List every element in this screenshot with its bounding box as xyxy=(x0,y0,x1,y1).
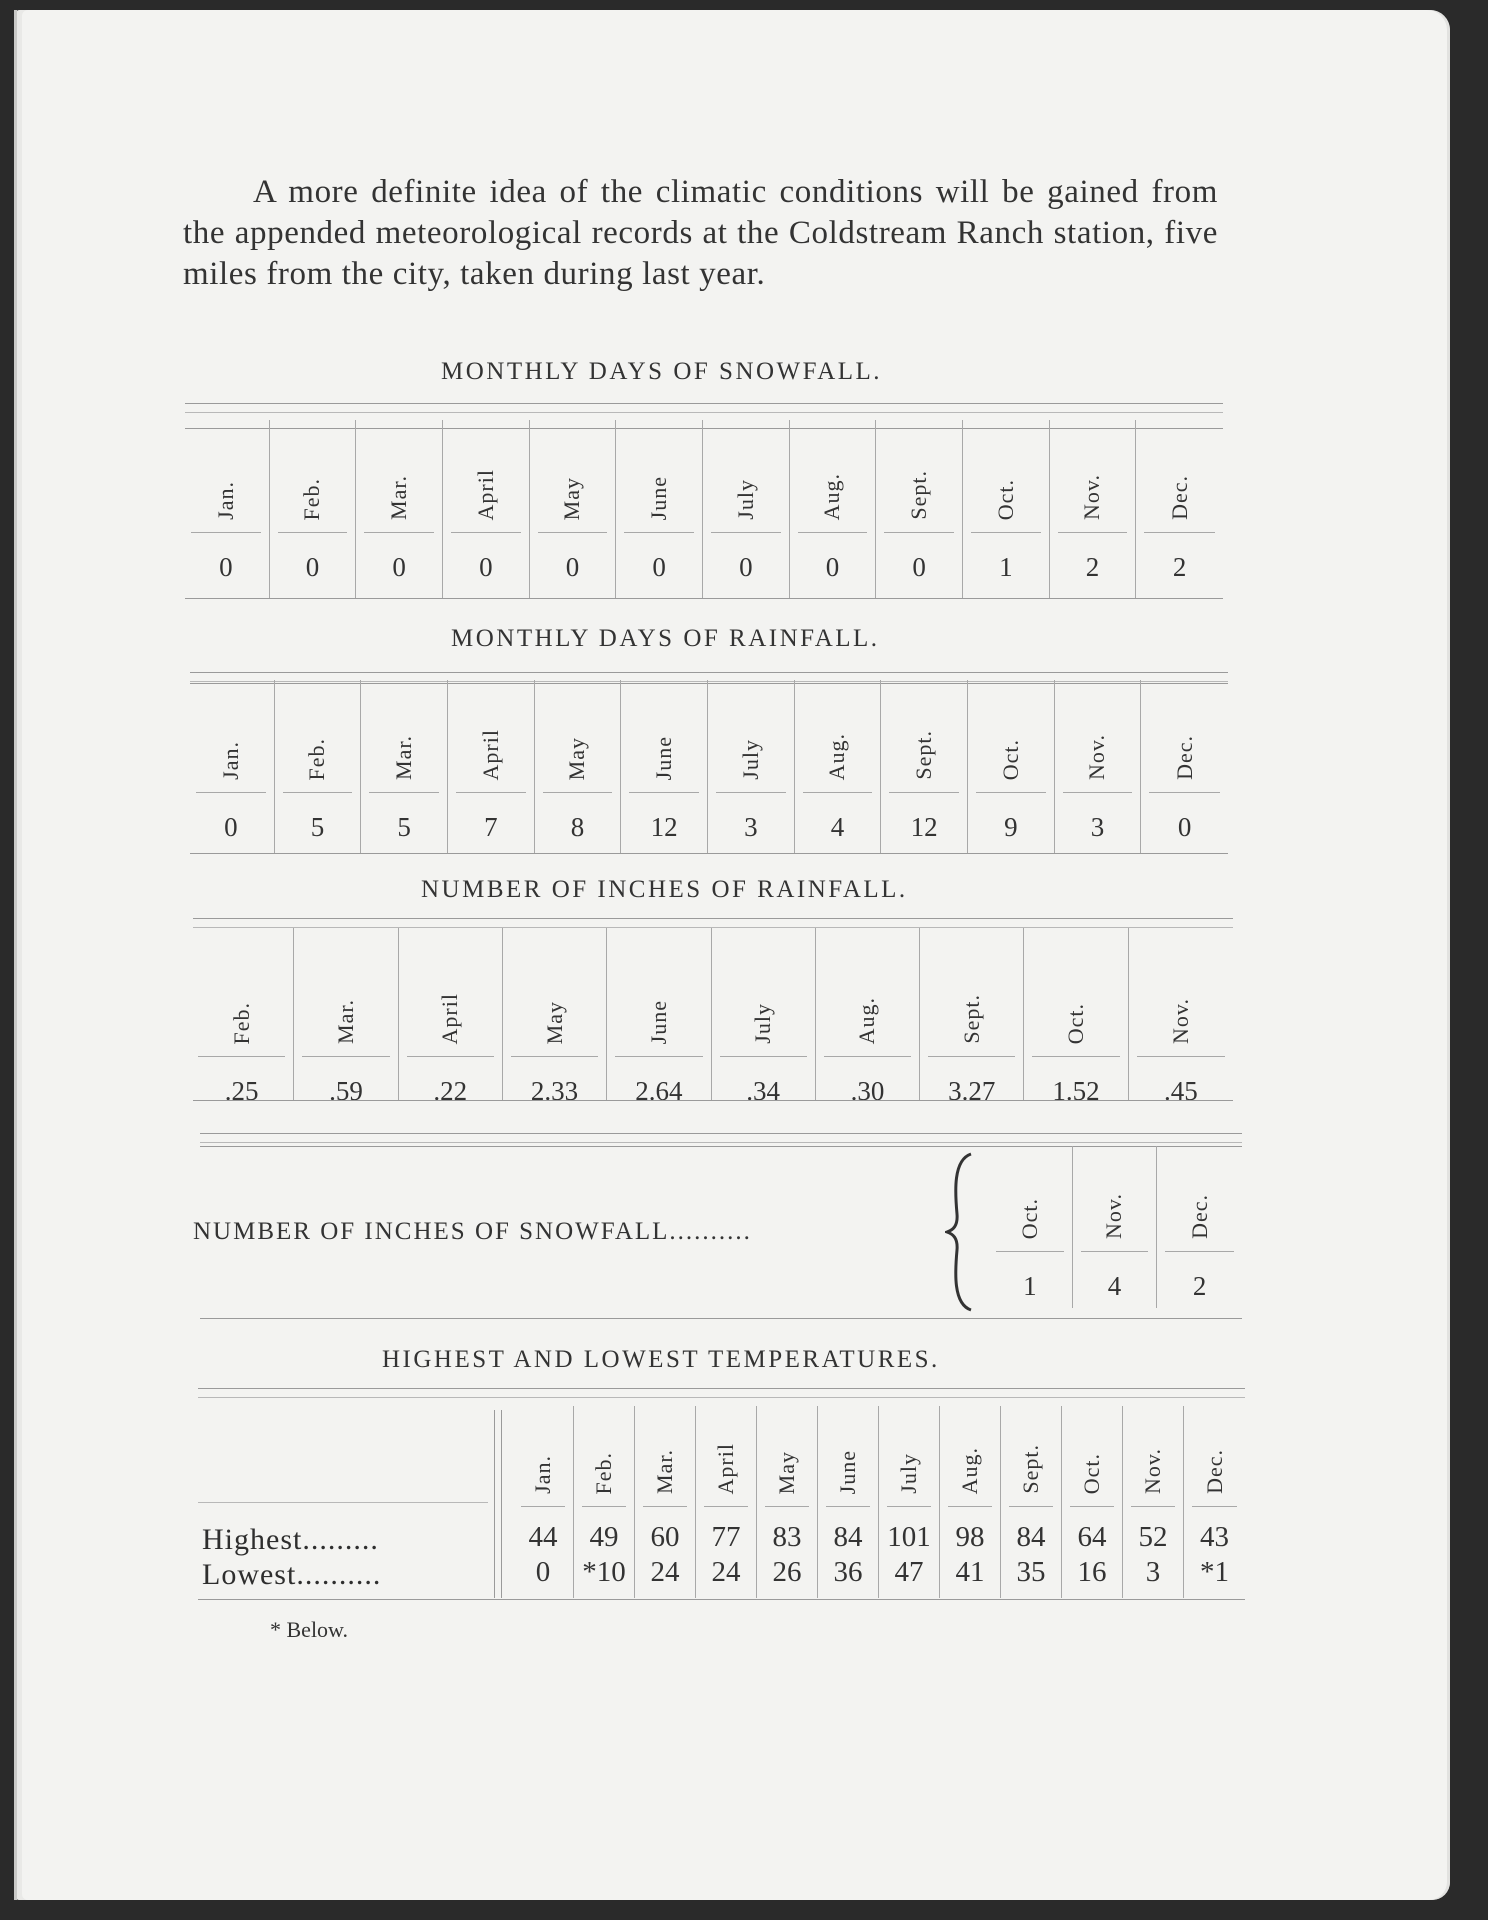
lowest-value: 16 xyxy=(1077,1556,1107,1588)
month-column xyxy=(816,928,920,1106)
month-label: Feb. xyxy=(299,477,325,520)
month-column xyxy=(356,420,443,598)
month-label: Sept. xyxy=(1018,1444,1043,1494)
cell-divider xyxy=(1032,1056,1119,1057)
highest-value: 84 xyxy=(1016,1521,1046,1553)
cell-divider xyxy=(884,532,954,533)
lowest-value: *1 xyxy=(1200,1556,1229,1588)
month-label: Mar. xyxy=(391,735,417,780)
snowfall-days-heading: MONTHLY DAYS OF SNOWFALL. xyxy=(441,358,883,385)
month-column xyxy=(535,680,622,853)
cell-divider xyxy=(543,792,613,793)
cell-divider xyxy=(765,1506,809,1507)
month-value: 3 xyxy=(744,812,758,842)
month-column xyxy=(879,1406,940,1598)
page-binding-edge xyxy=(14,10,17,1900)
month-label: April xyxy=(477,728,503,780)
rule xyxy=(198,1388,1245,1389)
cell-divider xyxy=(720,1056,807,1057)
cell-divider xyxy=(798,532,868,533)
cell-divider xyxy=(456,792,526,793)
month-value: 2.33 xyxy=(530,1076,579,1106)
rainfall-inches-table xyxy=(190,928,1233,1106)
month-column xyxy=(574,1406,635,1598)
month-column xyxy=(1129,928,1233,1106)
rule xyxy=(198,1502,488,1503)
cell-divider xyxy=(369,792,439,793)
highest-value: 77 xyxy=(711,1521,741,1553)
month-label: Dec. xyxy=(1201,1449,1227,1494)
snowfall-inches-table xyxy=(988,1146,1242,1308)
rule xyxy=(193,918,1233,919)
rule xyxy=(198,1599,1245,1600)
month-column xyxy=(757,1406,818,1598)
snowfall-inches-label: NUMBER OF INCHES OF SNOWFALL.......... xyxy=(193,1218,752,1245)
rule xyxy=(185,598,1223,599)
month-label: Mar. xyxy=(332,999,358,1044)
month-column xyxy=(1136,420,1223,598)
lowest-value: 26 xyxy=(772,1556,802,1588)
lowest-value: 24 xyxy=(650,1556,680,1588)
month-column xyxy=(183,420,270,598)
month-label: Nov. xyxy=(1101,1193,1127,1239)
month-value: 0 xyxy=(224,812,238,842)
month-column xyxy=(790,420,877,598)
month-value: 3.27 xyxy=(948,1076,996,1106)
cell-divider xyxy=(1009,1506,1053,1507)
month-label: Oct. xyxy=(1079,1452,1104,1494)
cell-divider xyxy=(615,1056,702,1057)
highest-value: 43 xyxy=(1200,1521,1229,1553)
cell-divider xyxy=(976,792,1046,793)
month-label: Feb. xyxy=(591,1451,616,1494)
month-label: Dec. xyxy=(1171,735,1197,780)
month-label: May xyxy=(541,1000,567,1044)
month-value: 2.64 xyxy=(635,1076,683,1106)
month-column xyxy=(275,680,362,853)
rule xyxy=(190,672,1228,673)
highest-value: 84 xyxy=(833,1521,863,1553)
highest-value: 52 xyxy=(1138,1521,1168,1553)
month-label: Feb. xyxy=(304,737,330,780)
lowest-value: 35 xyxy=(1016,1556,1046,1588)
month-value: 2 xyxy=(1085,552,1100,582)
cell-divider xyxy=(803,792,873,793)
rule xyxy=(200,1318,1242,1319)
month-value: 7 xyxy=(484,812,498,842)
month-value: 1.52 xyxy=(1052,1076,1100,1106)
cell-divider xyxy=(191,532,261,533)
month-column xyxy=(503,928,607,1106)
highest-value: 60 xyxy=(650,1521,680,1553)
month-label: Nov. xyxy=(1167,998,1193,1044)
rule xyxy=(494,1410,495,1598)
cell-divider xyxy=(1149,792,1220,793)
month-column xyxy=(1024,928,1128,1106)
month-column xyxy=(712,928,816,1106)
month-value: 3 xyxy=(1090,812,1105,842)
month-label: July xyxy=(750,1003,776,1044)
month-label: Aug. xyxy=(824,732,850,780)
lowest-value: *10 xyxy=(582,1556,626,1588)
lowest-value: 47 xyxy=(894,1556,924,1588)
month-column xyxy=(513,1406,574,1598)
highest-value: 44 xyxy=(528,1521,558,1553)
month-column xyxy=(696,1406,757,1598)
month-column xyxy=(988,1146,1073,1308)
month-label: Aug. xyxy=(957,1446,982,1494)
month-column xyxy=(876,420,963,598)
month-value: 12 xyxy=(650,812,678,842)
month-column xyxy=(708,680,795,853)
month-value: 4 xyxy=(830,812,845,842)
month-label: July xyxy=(737,739,763,780)
month-label: Nov. xyxy=(1140,1448,1165,1494)
month-value: 0 xyxy=(479,552,493,582)
intro-paragraph: A more definite idea of the climatic conditions will be gained from the appended meteorological records at the Coldstream Ranch station, five miles from the city, taken during last year. xyxy=(183,174,1218,292)
month-label: Feb. xyxy=(228,1001,254,1044)
cell-divider xyxy=(511,1056,598,1057)
month-label: May xyxy=(774,1450,799,1494)
month-column xyxy=(818,1406,879,1598)
temperatures-heading: HIGHEST AND LOWEST TEMPERATURES. xyxy=(382,1346,940,1373)
rule xyxy=(200,1133,1242,1134)
month-value: .22 xyxy=(433,1076,468,1106)
cell-divider xyxy=(996,1251,1064,1252)
cell-divider xyxy=(948,1506,992,1507)
month-value: 1 xyxy=(999,552,1013,582)
month-value: 0 xyxy=(392,552,406,582)
cell-divider xyxy=(629,792,699,793)
month-column xyxy=(1050,420,1137,598)
lowest-row-label: Lowest.......... xyxy=(202,1558,382,1591)
cell-divider xyxy=(1070,1506,1114,1507)
month-column xyxy=(881,680,968,853)
month-value: 4 xyxy=(1107,1271,1122,1301)
month-column xyxy=(968,680,1055,853)
month-column xyxy=(294,928,398,1106)
lowest-value: 3 xyxy=(1145,1556,1161,1588)
month-label: May xyxy=(564,736,590,780)
lowest-value: 0 xyxy=(535,1556,551,1588)
month-value: 0 xyxy=(1177,812,1192,842)
cell-divider xyxy=(928,1056,1015,1057)
cell-divider xyxy=(704,1506,748,1507)
temperatures-grid xyxy=(513,1406,1245,1598)
month-value: 12 xyxy=(910,812,938,842)
month-label: Oct. xyxy=(992,478,1018,520)
cell-divider xyxy=(451,532,521,533)
month-column xyxy=(530,420,617,598)
month-column xyxy=(1055,680,1142,853)
month-value: 1 xyxy=(1023,1271,1037,1301)
month-label: Aug. xyxy=(819,472,845,520)
rule xyxy=(190,853,1228,854)
month-column xyxy=(963,420,1050,598)
cell-divider xyxy=(824,1056,911,1057)
month-column xyxy=(1157,1146,1242,1308)
cell-divider xyxy=(538,532,608,533)
month-label: Jan. xyxy=(212,481,238,520)
month-label: April xyxy=(472,468,498,520)
rainfall-days-heading: MONTHLY DAYS OF RAINFALL. xyxy=(451,625,880,652)
month-column xyxy=(190,928,294,1106)
month-value: 0 xyxy=(219,552,233,582)
month-label: Dec. xyxy=(1186,1194,1212,1239)
cell-divider xyxy=(582,1506,626,1507)
cell-divider xyxy=(1144,532,1215,533)
temperatures-table xyxy=(198,1406,1245,1598)
month-label: Mar. xyxy=(386,475,412,520)
month-value: 0 xyxy=(912,552,926,582)
rule xyxy=(193,1100,1233,1101)
cell-divider xyxy=(1137,1056,1225,1057)
month-value: 2 xyxy=(1172,552,1187,582)
month-label: April xyxy=(437,992,463,1044)
cell-divider xyxy=(1081,1251,1149,1252)
cell-divider xyxy=(196,792,266,793)
lowest-value: 41 xyxy=(955,1556,985,1588)
rule xyxy=(198,1397,1245,1398)
cell-divider xyxy=(521,1506,565,1507)
month-label: Nov. xyxy=(1079,474,1105,520)
month-column xyxy=(703,420,790,598)
snowfall-days-table xyxy=(183,420,1223,598)
month-label: Sept. xyxy=(958,994,984,1044)
month-column xyxy=(1123,1406,1184,1598)
month-column xyxy=(795,680,882,853)
month-column xyxy=(188,680,275,853)
month-value: 0 xyxy=(825,552,840,582)
rule xyxy=(501,1410,502,1598)
rule xyxy=(185,412,1223,413)
month-column xyxy=(635,1406,696,1598)
month-value: 5 xyxy=(310,812,325,842)
month-value: .25 xyxy=(224,1076,259,1106)
highest-row-label: Highest......... xyxy=(202,1523,379,1556)
month-label: July xyxy=(896,1453,921,1494)
month-column xyxy=(621,680,708,853)
cell-divider xyxy=(278,532,348,533)
cell-divider xyxy=(364,532,434,533)
month-column xyxy=(270,420,357,598)
month-column xyxy=(443,420,530,598)
highest-value: 64 xyxy=(1077,1521,1107,1553)
footnote: * Below. xyxy=(270,1617,349,1642)
brace xyxy=(945,1152,975,1312)
cell-divider xyxy=(887,1506,931,1507)
cell-divider xyxy=(283,792,353,793)
month-label: Sept. xyxy=(911,730,937,780)
rule xyxy=(200,1142,1242,1143)
month-column xyxy=(1062,1406,1123,1598)
month-label: Oct. xyxy=(1016,1197,1042,1239)
highest-value: 98 xyxy=(955,1521,985,1553)
month-label: Oct. xyxy=(1063,1002,1089,1044)
month-column xyxy=(940,1406,1001,1598)
month-value: 8 xyxy=(570,812,585,842)
month-value: 0 xyxy=(739,552,753,582)
month-label: May xyxy=(559,476,585,520)
highest-value: 83 xyxy=(772,1521,802,1553)
cell-divider xyxy=(198,1056,285,1057)
month-value: 0 xyxy=(305,552,320,582)
month-label: April xyxy=(713,1442,738,1494)
month-value: 0 xyxy=(652,552,666,582)
highest-value: 101 xyxy=(887,1521,931,1553)
month-value: 2 xyxy=(1192,1271,1207,1301)
lowest-value: 36 xyxy=(833,1556,863,1588)
month-value: .34 xyxy=(746,1076,781,1106)
month-column xyxy=(1001,1406,1062,1598)
month-label: June xyxy=(645,999,671,1044)
month-value: 5 xyxy=(397,812,411,842)
month-column xyxy=(1184,1406,1245,1598)
cell-divider xyxy=(1063,792,1133,793)
month-value: .45 xyxy=(1163,1076,1198,1106)
month-value: 0 xyxy=(565,552,580,582)
cell-divider xyxy=(711,532,781,533)
month-column xyxy=(448,680,535,853)
cell-divider xyxy=(1131,1506,1175,1507)
rainfall-days-table xyxy=(188,680,1228,853)
month-value: .30 xyxy=(850,1076,885,1106)
highest-value: 49 xyxy=(589,1521,619,1553)
month-label: Mar. xyxy=(652,1449,677,1494)
cell-divider xyxy=(1192,1506,1237,1507)
cell-divider xyxy=(826,1506,870,1507)
month-column xyxy=(399,928,503,1106)
month-column xyxy=(1073,1146,1158,1308)
cell-divider xyxy=(716,792,786,793)
cell-divider xyxy=(1165,1251,1234,1252)
month-column xyxy=(1141,680,1228,853)
month-label: June xyxy=(651,735,677,780)
month-label: July xyxy=(732,479,758,520)
month-column xyxy=(616,420,703,598)
lowest-value: 24 xyxy=(711,1556,741,1588)
cell-divider xyxy=(407,1056,494,1057)
month-value: 9 xyxy=(1004,812,1018,842)
rule xyxy=(185,403,1223,404)
rainfall-inches-heading: NUMBER OF INCHES OF RAINFALL. xyxy=(421,876,908,903)
month-label: Oct. xyxy=(997,738,1023,780)
cell-divider xyxy=(889,792,959,793)
month-label: Jan. xyxy=(530,1455,555,1494)
cell-divider xyxy=(643,1506,687,1507)
month-column xyxy=(361,680,448,853)
month-label: Aug. xyxy=(854,996,880,1044)
month-column xyxy=(920,928,1024,1106)
cell-divider xyxy=(624,532,694,533)
month-label: June xyxy=(646,475,672,520)
cell-divider xyxy=(302,1056,389,1057)
month-value: .59 xyxy=(329,1076,363,1106)
month-label: Nov. xyxy=(1084,734,1110,780)
month-label: Sept. xyxy=(906,470,932,520)
month-label: Dec. xyxy=(1166,475,1192,520)
cell-divider xyxy=(971,532,1041,533)
cell-divider xyxy=(1058,532,1128,533)
month-column xyxy=(607,928,711,1106)
month-label: Jan. xyxy=(217,741,243,780)
month-label: June xyxy=(835,1449,860,1494)
